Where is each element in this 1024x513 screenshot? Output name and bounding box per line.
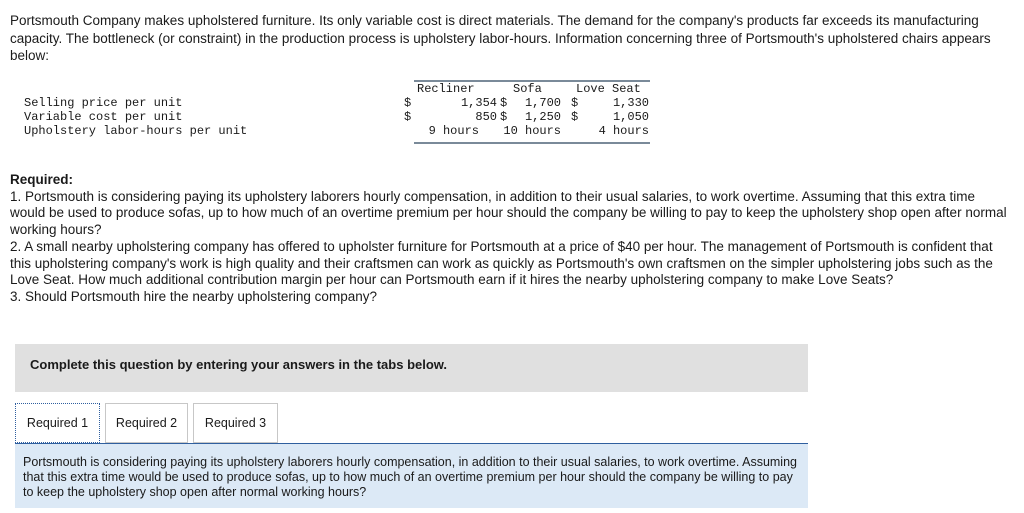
required-item-1: 1. Portsmouth is considering paying its upholstery laborers hourly compensation, in addition to their usual salaries, to work overtime. Assuming that this extra time would be used to produce sofas, up to how much of an overtime premium per hour should the company be willing to pay to keep the upholstery shop open after normal working hours? [10,188,1007,238]
tab-required-2[interactable]: Required 2 [105,403,188,443]
cell-value: 850 [475,110,497,124]
cell-value: 1,050 [612,110,649,124]
row-label-labor-hours: Upholstery labor-hours per unit [24,124,248,138]
cell-value: 9 hours [428,124,479,138]
currency-symbol: $ [500,96,508,110]
table-bottom-rule [414,142,650,144]
currency-symbol: $ [571,96,579,110]
column-header-sofa: Sofa [513,82,542,96]
column-header-recliner: Recliner [417,82,475,96]
row-label-selling-price: Selling price per unit [24,96,183,110]
column-header-love-seat: Love Seat [576,82,641,96]
cell-value: 1,330 [612,96,649,110]
cell-value: 10 hours [503,124,561,138]
intro-paragraph: Portsmouth Company makes upholstered furniture. Its only variable cost is direct materials. The demand for the company's products far exceeds its manufacturing capacity. The bottleneck (or constraint) in the production process is upholstery labor-hours. Information concerning three of Portsmouth's upholstered chairs appears below: [10,13,991,63]
instruction-text: Complete this question by entering your answers in the tabs below. [30,357,448,372]
required-item-2: 2. A small nearby upholstering company has offered to upholster furniture for Portsmouth at a price of $40 per hour. The management of Portsmouth is confident that this upholstering company's work is high quality and their craftsmen can work as quickly as Portsmouth's own craftsmen on the simpler upholstering jobs such as the Love Seat. How much additional contribution margin per hour can Portsmouth earn if it hires the nearby upholstering company to make Love Seats? [10,238,993,288]
tab-required-1[interactable]: Required 1 [15,403,100,443]
tab-required-3[interactable]: Required 3 [193,403,278,443]
required-heading: Required: [10,172,74,187]
row-label-variable-cost: Variable cost per unit [24,110,183,124]
currency-symbol: $ [404,110,412,124]
currency-symbol: $ [404,96,412,110]
required-item-3: 3. Should Portsmouth hire the nearby upholstering company? [10,288,377,304]
active-question-box: Portsmouth is considering paying its upholstery laborers hourly compensation, in addition to their usual salaries, to work overtime. Assuming that this extra time would be used to produce sofas, up to how much of an overtime premium per hour should the company be willing to pay to keep the upholstery shop open after normal working hours? [15,444,808,508]
cell-value: 1,354 [460,96,497,110]
cell-value: 4 hours [598,124,649,138]
required-section [10,172,1010,306]
instruction-panel [15,344,808,392]
cell-value: 1,700 [524,96,561,110]
cell-value: 1,250 [524,110,561,124]
currency-symbol: $ [571,110,579,124]
currency-symbol: $ [500,110,508,124]
